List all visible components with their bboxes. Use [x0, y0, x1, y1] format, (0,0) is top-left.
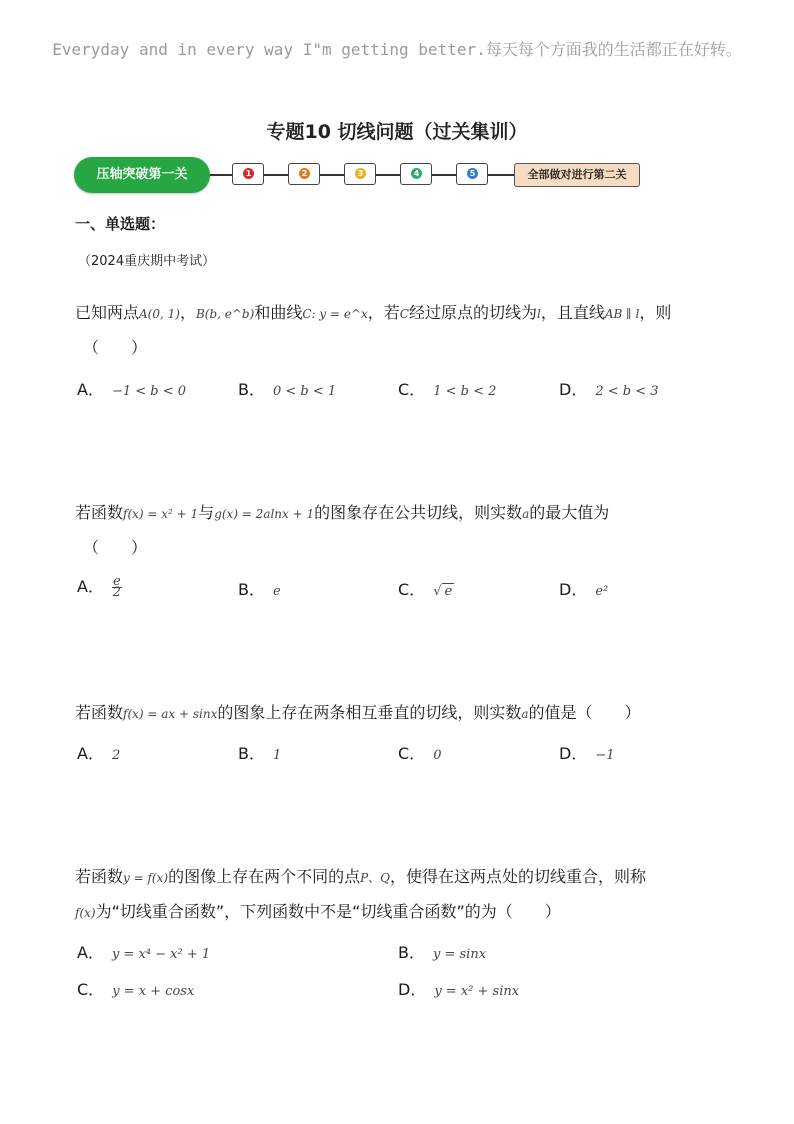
question-text: 的值是（ ） — [528, 703, 641, 722]
math-expr: C: y = e^x — [302, 307, 368, 321]
question-text: 若函数 — [75, 503, 124, 522]
option-d — [559, 577, 608, 600]
question-text: 若函数 — [75, 703, 124, 722]
option-d — [398, 977, 519, 1000]
progress-step-4 — [400, 163, 432, 185]
question-text: 的图象上存在两条相互垂直的切线，则实数 — [217, 703, 522, 722]
question-source: （2024重庆期中考试） — [78, 254, 216, 269]
question-4 — [75, 860, 735, 930]
option-value: 0 — [433, 748, 442, 763]
option-a — [77, 377, 186, 400]
progress-step-1 — [232, 163, 264, 185]
fraction-numerator: e — [112, 574, 121, 589]
step-dot: 5 — [467, 168, 478, 179]
option-value: −1 < b < 0 — [111, 384, 187, 399]
math-expr: C — [399, 307, 409, 321]
option-value: 2 < b < 3 — [595, 384, 659, 399]
option-label: D． — [559, 580, 588, 599]
question-text: 经过原点的切线为 — [408, 303, 537, 322]
progress-step-5 — [456, 163, 488, 185]
option-value: 0 < b < 1 — [272, 384, 337, 399]
option-a — [77, 741, 120, 764]
option-label: A． — [77, 744, 104, 763]
option-value: 1 < b < 2 — [433, 384, 497, 399]
option-c — [398, 741, 441, 764]
option-value: e — [272, 584, 281, 599]
math-expr: A(0, 1) — [139, 307, 180, 321]
option-c — [77, 977, 194, 1000]
question-text: ，且直线 — [540, 303, 605, 322]
option-value: e² — [595, 584, 609, 599]
option-label: B． — [238, 580, 265, 599]
math-expr: B(b, e^b) — [195, 307, 255, 321]
option-label: C． — [398, 580, 426, 599]
math-expr: y = f(x) — [123, 871, 169, 885]
question-1 — [75, 296, 735, 365]
option-label: A． — [77, 380, 104, 399]
step-dot: 3 — [355, 168, 366, 179]
math-expr: g(x) = 2alnx + 1 — [214, 507, 315, 521]
option-value: −1 — [595, 748, 615, 763]
stage-badge: 压轴突破第一关 — [74, 157, 210, 193]
option-value: y = x⁴ − x² + 1 — [111, 947, 211, 962]
option-a — [77, 574, 122, 598]
question-text: 与 — [198, 503, 215, 522]
option-value: y = x² + sinx — [434, 984, 520, 999]
question-text: 和曲线 — [254, 303, 303, 322]
level-progress-bar — [74, 155, 644, 195]
math-expr: AB ∥ l — [604, 307, 640, 321]
math-expr: a — [522, 507, 530, 521]
option-b — [238, 577, 281, 600]
option-a — [77, 940, 210, 963]
option-label: D． — [398, 980, 427, 999]
option-value: 1 — [272, 748, 282, 763]
step-dot: 2 — [299, 168, 310, 179]
page-title: 专题10 切线问题（过关集训） — [266, 121, 528, 143]
option-label: A． — [77, 943, 104, 962]
option-c — [398, 577, 454, 600]
question-text: 若函数 — [75, 867, 124, 886]
question-text: ，若 — [367, 303, 400, 322]
progress-step-3 — [344, 163, 376, 185]
option-label: A． — [77, 577, 104, 596]
option-label: B． — [238, 744, 265, 763]
question-2 — [75, 496, 735, 565]
question-text: ， — [179, 303, 196, 322]
option-label: C． — [398, 744, 426, 763]
option-c — [398, 377, 496, 400]
answer-blank: （ ） — [83, 538, 148, 557]
option-b — [238, 377, 336, 400]
option-d — [559, 377, 659, 400]
option-label: D． — [559, 380, 588, 399]
option-value: 2 — [111, 748, 121, 763]
progress-step-2 — [288, 163, 320, 185]
question-text: ，则 — [639, 303, 672, 322]
option-d — [559, 741, 615, 764]
math-expr: P、Q — [360, 871, 390, 885]
option-label: B． — [398, 943, 425, 962]
option-label: C． — [398, 380, 426, 399]
question-text: 的图像上存在两个不同的点 — [168, 867, 361, 886]
question-text: ，使得在这两点处的切线重合，则称 — [390, 867, 647, 886]
option-label: D． — [559, 744, 588, 763]
question-text: 的最大值为 — [529, 503, 610, 522]
next-stage-badge: 全部做对进行第二关 — [514, 163, 640, 187]
math-expr: f(x) = x² + 1 — [123, 507, 199, 521]
math-expr: a — [521, 707, 529, 721]
math-expr: l — [536, 307, 541, 321]
option-value: y = sinx — [432, 947, 487, 962]
option-label: C． — [77, 980, 105, 999]
sqrt-radical-icon: √ — [433, 584, 442, 599]
math-expr: f(x) = ax + sinx — [123, 707, 218, 721]
step-dot: 4 — [411, 168, 422, 179]
math-expr: f(x) — [75, 906, 96, 920]
fraction-denominator: 2 — [112, 585, 121, 600]
option-b — [238, 741, 281, 764]
question-text: 已知两点 — [75, 303, 140, 322]
section-heading: 一、单选题： — [75, 215, 166, 233]
header-motto: Everyday and in every way I"m getting better.每天每个方面我的生活都正在好转。 — [52, 40, 742, 59]
option-b — [398, 940, 486, 963]
step-dot: 1 — [243, 168, 254, 179]
option-value: e — [444, 584, 453, 599]
question-text: 的图象存在公共切线，则实数 — [314, 503, 523, 522]
option-value: y = x + cosx — [112, 984, 195, 999]
question-3 — [75, 696, 735, 731]
fraction — [112, 574, 122, 600]
option-label: B． — [238, 380, 265, 399]
question-text: 为“切线重合函数”，下列函数中不是“切线重合函数”的为（ ） — [95, 902, 561, 921]
answer-blank: （ ） — [83, 338, 148, 357]
